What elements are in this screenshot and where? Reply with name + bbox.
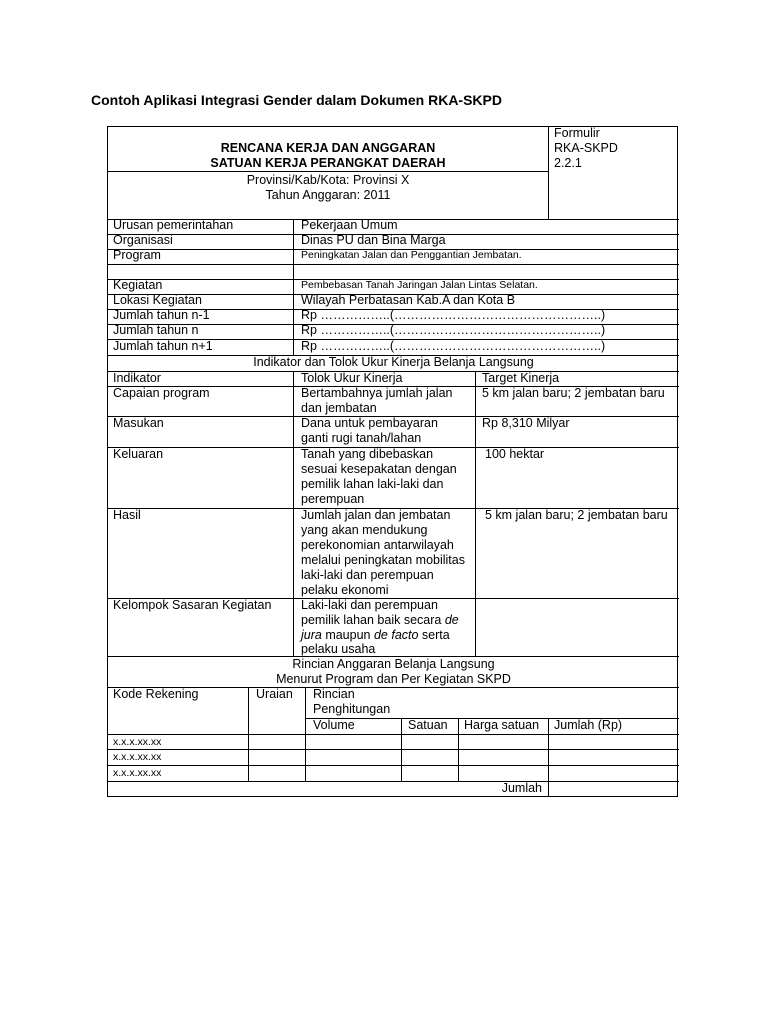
tolok-hasil-l5: laki-laki dan perempuan: [301, 568, 434, 582]
budget-section-title-line1: Rincian Anggaran Belanja Langsung: [292, 657, 495, 671]
budget-col-kode-rekening: Kode Rekening: [113, 687, 199, 701]
info-label-kegiatan: Kegiatan: [113, 278, 163, 292]
budget-total-label: Jumlah: [501, 781, 542, 795]
target-capaian: 5 km jalan baru; 2 jembatan baru: [482, 386, 665, 400]
form-label: Formulir: [554, 126, 600, 140]
budget-row-kode: x.x.x.xx.xx: [113, 751, 162, 763]
indicator-capaian: Capaian program: [113, 386, 210, 400]
info-label-program: Program: [113, 248, 161, 262]
indicator-kelompok-sasaran: Kelompok Sasaran Kegiatan: [113, 598, 272, 612]
info-value-n-minus-1: Rp ……………..(…………………………………………..): [301, 308, 606, 322]
indicator-keluaran: Keluaran: [113, 447, 164, 461]
budget-row-kode: x.x.x.xx.xx: [113, 767, 162, 779]
target-keluaran: 100 hektar: [485, 447, 545, 461]
info-value-n-plus-1: Rp ……………..(…………………………………………..): [301, 339, 606, 353]
form-code: RKA-SKPD: [554, 141, 618, 155]
tolok-keluaran-l3: pemilik lahan laki-laki dan: [301, 477, 444, 491]
tolok-sasaran-l3: jura maupun de facto serta: [301, 628, 450, 642]
col-header-indikator: Indikator: [113, 371, 161, 385]
tolok-sasaran-l4: pelaku usaha: [301, 642, 376, 656]
target-hasil: 5 km jalan baru; 2 jembatan baru: [485, 508, 668, 522]
col-header-target: Target Kinerja: [482, 371, 560, 385]
tolok-keluaran-l4: perempuan: [301, 492, 365, 506]
info-value-urusan: Pekerjaan Umum: [301, 218, 398, 232]
budget-row-kode: x.x.x.xx.xx: [113, 736, 162, 748]
form-number: 2.2.1: [554, 156, 582, 170]
tolok-sasaran-l1: Laki-laki dan perempuan: [301, 598, 438, 612]
document-title: Contoh Aplikasi Integrasi Gender dalam Dokumen RKA-SKPD: [91, 92, 502, 108]
budget-col-harga-satuan: Harga satuan: [464, 718, 540, 732]
indicator-hasil: Hasil: [113, 508, 141, 522]
tolok-capaian-l1: Bertambahnya jumlah jalan: [301, 386, 453, 400]
tolok-sasaran-l2: pemilik lahan baik secara de: [301, 613, 459, 627]
tolok-masukan-l2: ganti rugi tanah/lahan: [301, 431, 422, 445]
tolok-capaian-l2: dan jembatan: [301, 401, 377, 415]
info-value-n: Rp ……………..(…………………………………………..): [301, 323, 606, 337]
info-value-kegiatan: Pembebasan Tanah Jaringan Jalan Lintas Selatan.: [301, 279, 538, 291]
rka-skpd-form: [107, 126, 678, 797]
form-title-line2: SATUAN KERJA PERANGKAT DAERAH: [210, 156, 446, 170]
info-label-n: Jumlah tahun n: [113, 323, 199, 337]
budget-col-volume: Volume: [313, 718, 355, 732]
budget-col-rincian-line1: Rincian: [313, 687, 355, 701]
tolok-hasil-l6: pelaku ekonomi: [301, 583, 389, 597]
tolok-keluaran-l1: Tanah yang dibebaskan: [301, 447, 434, 461]
budget-col-uraian: Uraian: [256, 687, 293, 701]
tolok-keluaran-l2: sesuai kesepakatan dengan: [301, 462, 457, 476]
tolok-hasil-l3: perekonomian antarwilayah: [301, 538, 454, 552]
budget-col-satuan: Satuan: [408, 718, 448, 732]
tolok-hasil-l1: Jumlah jalan dan jembatan: [301, 508, 451, 522]
info-value-organisasi: Dinas PU dan Bina Marga: [301, 233, 446, 247]
col-header-tolok-ukur: Tolok Ukur Kinerja: [301, 371, 403, 385]
tolok-masukan-l1: Dana untuk pembayaran: [301, 416, 438, 430]
form-title-line1: RENCANA KERJA DAN ANGGARAN: [220, 141, 436, 155]
info-label-n-plus-1: Jumlah tahun n+1: [113, 339, 213, 353]
budget-section-title-line2: Menurut Program dan Per Kegiatan SKPD: [276, 672, 511, 686]
info-label-lokasi: Lokasi Kegiatan: [113, 293, 202, 307]
province-label: Provinsi/Kab/Kota: Provinsi X: [246, 173, 410, 187]
budget-col-jumlah: Jumlah (Rp): [554, 718, 623, 732]
tolok-hasil-l2: yang akan mendukung: [301, 523, 428, 537]
info-value-program: Peningkatan Jalan dan Penggantian Jembatan.: [301, 249, 522, 261]
indicator-masukan: Masukan: [113, 416, 164, 430]
budget-year: Tahun Anggaran: 2011: [265, 188, 391, 202]
indicator-section-title: Indikator dan Tolok Ukur Kinerja Belanja Langsung: [253, 355, 534, 369]
info-label-urusan: Urusan pemerintahan: [113, 218, 234, 232]
tolok-hasil-l4: melalui peningkatan mobilitas: [301, 553, 465, 567]
info-value-lokasi: Wilayah Perbatasan Kab.A dan Kota B: [301, 293, 516, 307]
budget-col-rincian-line2: Penghitungan: [313, 702, 391, 716]
target-masukan: Rp 8,310 Milyar: [482, 416, 570, 430]
info-label-n-minus-1: Jumlah tahun n-1: [113, 308, 210, 322]
info-label-organisasi: Organisasi: [113, 233, 173, 247]
